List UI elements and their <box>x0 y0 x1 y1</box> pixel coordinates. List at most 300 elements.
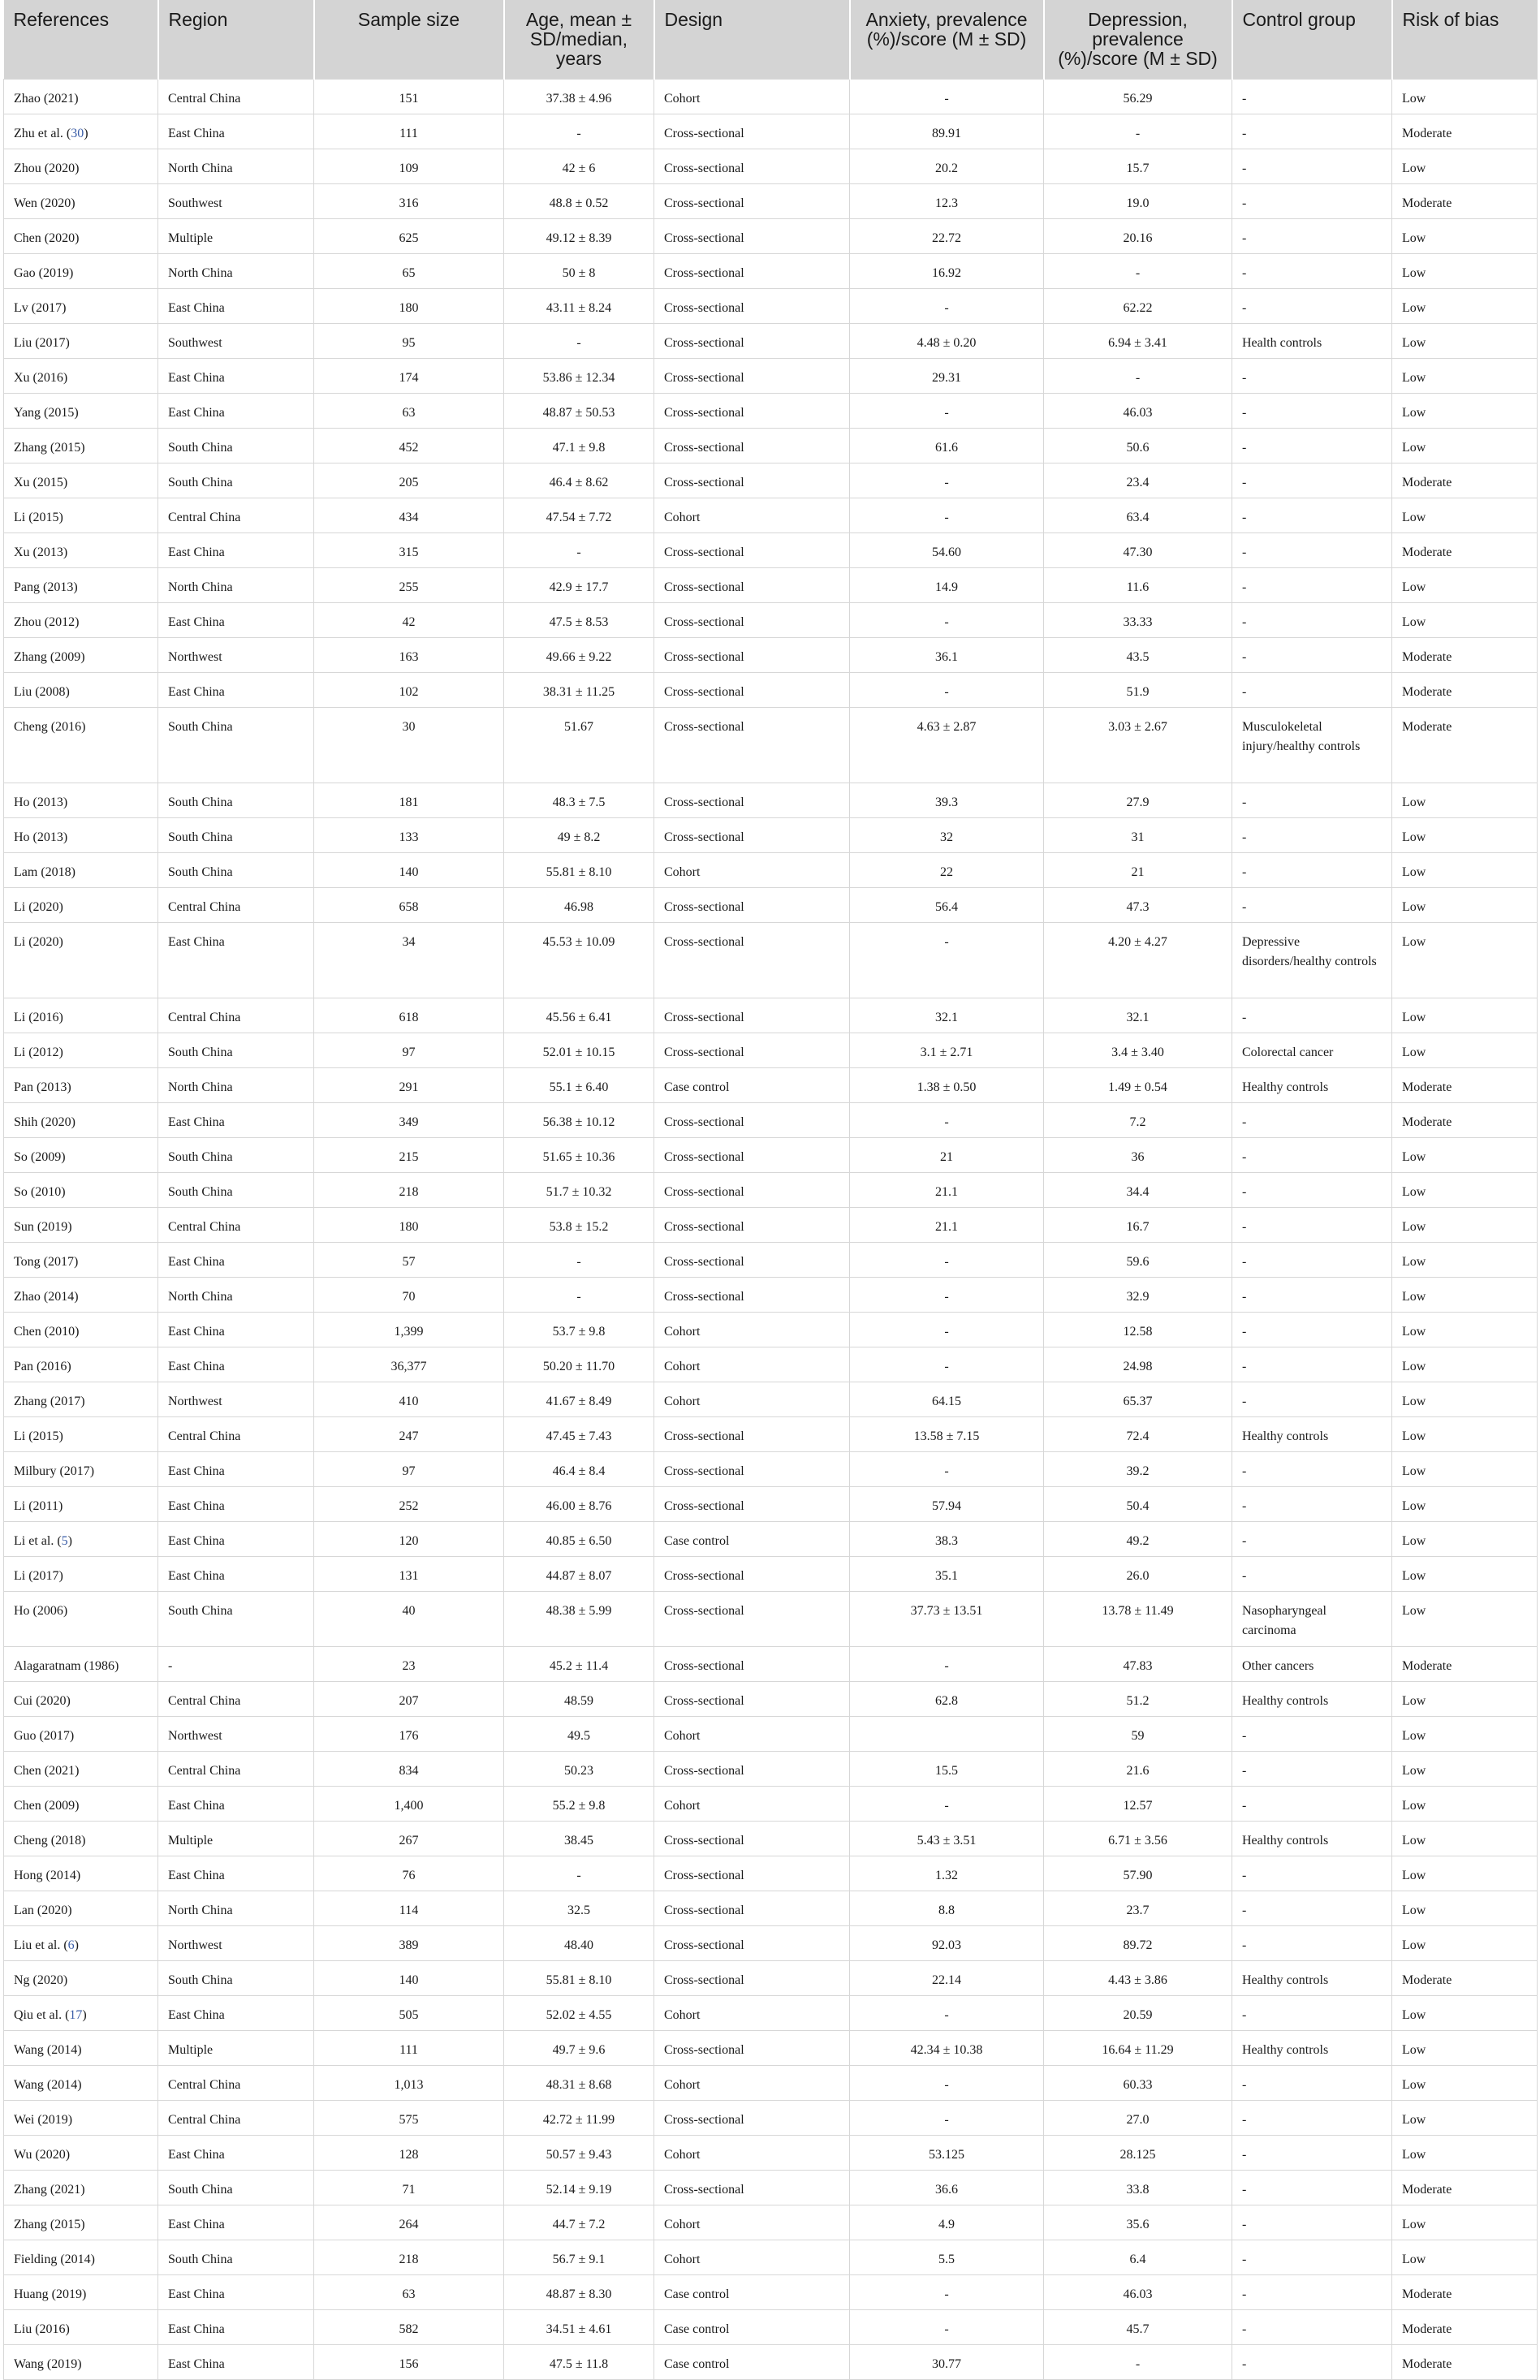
cell-age: - <box>504 323 654 358</box>
cell-age: 48.31 ± 8.68 <box>504 2065 654 2100</box>
reference-label: Pan (2016) <box>14 1359 71 1373</box>
cell-control-group: - <box>1232 183 1392 218</box>
cell-risk-of-bias: Low <box>1392 998 1538 1033</box>
cell-region: Central China <box>158 2100 314 2135</box>
cell-age: 52.02 ± 4.55 <box>504 1995 654 2030</box>
cell-age: 47.54 ± 7.72 <box>504 498 654 532</box>
cell-age: 42.9 ± 17.7 <box>504 567 654 602</box>
cell-region: East China <box>158 1347 314 1382</box>
cell-region: East China <box>158 114 314 149</box>
table-row <box>4 183 1538 218</box>
cell-region: South China <box>158 2170 314 2205</box>
cell-risk-of-bias: Low <box>1392 1591 1538 1646</box>
cell-age: 47.5 ± 11.8 <box>504 2344 654 2379</box>
cell-age: 41.67 ± 8.49 <box>504 1382 654 1416</box>
cell-depression: 43.5 <box>1044 637 1232 672</box>
cell-design: Cross-sectional <box>654 1646 850 1681</box>
cell-sample-size: 205 <box>314 463 504 498</box>
cell-control-group: - <box>1232 288 1392 323</box>
cell-control-group: - <box>1232 1312 1392 1347</box>
table-row <box>4 532 1538 567</box>
cell-reference <box>4 1716 158 1751</box>
cell-reference <box>4 253 158 288</box>
cell-design: Case control <box>654 1067 850 1102</box>
cell-control-group: - <box>1232 2205 1392 2240</box>
cell-sample-size: 40 <box>314 1591 504 1646</box>
cell-sample-size: 156 <box>314 2344 504 2379</box>
cell-age: 46.4 ± 8.62 <box>504 463 654 498</box>
cell-control-group: - <box>1232 1137 1392 1172</box>
header-age: Age, mean ± SD/median, years <box>504 0 654 79</box>
reference-link[interactable]: 5 <box>61 1533 68 1548</box>
table-row <box>4 288 1538 323</box>
reference-label: Chen (2009) <box>14 1798 80 1813</box>
cell-region: Central China <box>158 998 314 1033</box>
cell-reference <box>4 783 158 817</box>
cell-sample-size: 140 <box>314 1960 504 1995</box>
cell-anxiety: 57.94 <box>850 1486 1044 1521</box>
reference-label: Cheng (2016) <box>14 719 86 734</box>
cell-anxiety: - <box>850 1312 1044 1347</box>
cell-design: Cross-sectional <box>654 1172 850 1207</box>
cell-design: Cross-sectional <box>654 2100 850 2135</box>
cell-age: 48.38 ± 5.99 <box>504 1591 654 1646</box>
cell-age: 48.87 ± 50.53 <box>504 393 654 428</box>
cell-sample-size: 174 <box>314 358 504 393</box>
cell-design: Cross-sectional <box>654 532 850 567</box>
cell-anxiety: - <box>850 1995 1044 2030</box>
cell-depression: 19.0 <box>1044 183 1232 218</box>
reference-link[interactable]: 17 <box>69 2007 83 2022</box>
cell-depression: 33.33 <box>1044 602 1232 637</box>
cell-design: Cross-sectional <box>654 1751 850 1786</box>
cell-reference <box>4 1786 158 1821</box>
cell-anxiety: - <box>850 2309 1044 2344</box>
cell-depression: 27.9 <box>1044 783 1232 817</box>
cell-age: - <box>504 114 654 149</box>
cell-design: Cohort <box>654 1312 850 1347</box>
reference-label: Pang (2013) <box>14 580 78 594</box>
cell-age: 48.59 <box>504 1681 654 1716</box>
table-row <box>4 2309 1538 2344</box>
cell-depression: 47.3 <box>1044 887 1232 922</box>
table-row <box>4 2100 1538 2135</box>
cell-design: Cross-sectional <box>654 1033 850 1067</box>
cell-depression: 16.64 ± 11.29 <box>1044 2030 1232 2065</box>
cell-control-group: - <box>1232 1347 1392 1382</box>
cell-control-group: - <box>1232 2065 1392 2100</box>
cell-anxiety: 12.3 <box>850 183 1044 218</box>
reference-label: Tong (2017) <box>14 1254 79 1269</box>
reference-label: Zhu et al. <box>14 126 63 140</box>
cell-reference <box>4 1591 158 1646</box>
cell-sample-size: 264 <box>314 2205 504 2240</box>
cell-risk-of-bias: Moderate <box>1392 1102 1538 1137</box>
cell-control-group: Nasopharyngeal carcinoma <box>1232 1591 1392 1646</box>
cell-depression: 65.37 <box>1044 1382 1232 1416</box>
cell-age: 45.2 ± 11.4 <box>504 1646 654 1681</box>
cell-design: Cross-sectional <box>654 1277 850 1312</box>
cell-sample-size: 102 <box>314 672 504 707</box>
cell-sample-size: 1,013 <box>314 2065 504 2100</box>
cell-design: Cohort <box>654 1786 850 1821</box>
cell-reference <box>4 2065 158 2100</box>
cell-design: Cross-sectional <box>654 637 850 672</box>
cell-region: East China <box>158 1786 314 1821</box>
cell-reference <box>4 1646 158 1681</box>
reference-label: Chen (2020) <box>14 231 80 245</box>
table-row <box>4 1312 1538 1347</box>
reference-label: Alagaratnam (1986) <box>14 1658 119 1673</box>
table-row <box>4 1925 1538 1960</box>
cell-reference <box>4 1172 158 1207</box>
cell-depression: 23.4 <box>1044 463 1232 498</box>
cell-depression: 50.4 <box>1044 1486 1232 1521</box>
cell-depression: 72.4 <box>1044 1416 1232 1451</box>
cell-age: 38.45 <box>504 1821 654 1856</box>
cell-depression: 89.72 <box>1044 1925 1232 1960</box>
cell-region: Central China <box>158 1681 314 1716</box>
table-row <box>4 1242 1538 1277</box>
cell-anxiety: - <box>850 393 1044 428</box>
table-row <box>4 2135 1538 2170</box>
cell-design: Cross-sectional <box>654 1137 850 1172</box>
table-row <box>4 1856 1538 1891</box>
reference-label: Liu (2017) <box>14 335 70 350</box>
table-row <box>4 707 1538 783</box>
reference-label: Zhou (2020) <box>14 161 80 175</box>
cell-age: 55.81 ± 8.10 <box>504 1960 654 1995</box>
reference-label: Ho (2006) <box>14 1603 68 1618</box>
table-row <box>4 1751 1538 1786</box>
cell-region: Central China <box>158 2065 314 2100</box>
cell-sample-size: 267 <box>314 1821 504 1856</box>
cell-risk-of-bias: Low <box>1392 1681 1538 1716</box>
cell-age: 55.2 ± 9.8 <box>504 1786 654 1821</box>
cell-sample-size: 316 <box>314 183 504 218</box>
cell-region: South China <box>158 463 314 498</box>
reference-link[interactable]: 30 <box>71 126 84 140</box>
reference-label: Cheng (2018) <box>14 1833 86 1848</box>
cell-depression: 60.33 <box>1044 2065 1232 2100</box>
cell-reference <box>4 1556 158 1591</box>
reference-label: Ho (2013) <box>14 830 68 844</box>
cell-control-group: - <box>1232 1856 1392 1891</box>
cell-design: Cross-sectional <box>654 783 850 817</box>
cell-reference <box>4 1451 158 1486</box>
cell-reference <box>4 1856 158 1891</box>
cell-design: Cross-sectional <box>654 1416 850 1451</box>
cell-control-group: Other cancers <box>1232 1646 1392 1681</box>
cell-region: Multiple <box>158 1821 314 1856</box>
cell-region: - <box>158 1646 314 1681</box>
table-row <box>4 637 1538 672</box>
cell-anxiety: - <box>850 2100 1044 2135</box>
cell-design: Cross-sectional <box>654 1925 850 1960</box>
table-row <box>4 783 1538 817</box>
table-row <box>4 1172 1538 1207</box>
cell-anxiety: 39.3 <box>850 783 1044 817</box>
cell-depression: 57.90 <box>1044 1856 1232 1891</box>
cell-region: Northwest <box>158 1716 314 1751</box>
cell-region: North China <box>158 1277 314 1312</box>
cell-depression: 21 <box>1044 852 1232 887</box>
cell-design: Cross-sectional <box>654 567 850 602</box>
cell-anxiety: 21.1 <box>850 1172 1044 1207</box>
cell-region: Central China <box>158 1416 314 1451</box>
cell-age: 49.5 <box>504 1716 654 1751</box>
cell-anxiety: - <box>850 1102 1044 1137</box>
cell-anxiety: 5.43 ± 3.51 <box>850 1821 1044 1856</box>
table-row <box>4 1891 1538 1925</box>
table-row <box>4 2065 1538 2100</box>
cell-reference <box>4 1207 158 1242</box>
reference-label: Zhou (2012) <box>14 614 80 629</box>
cell-design: Cross-sectional <box>654 1242 850 1277</box>
cell-risk-of-bias: Low <box>1392 1033 1538 1067</box>
cell-age: 48.8 ± 0.52 <box>504 183 654 218</box>
cell-sample-size: 133 <box>314 817 504 852</box>
cell-design: Cohort <box>654 1347 850 1382</box>
cell-risk-of-bias: Low <box>1392 1995 1538 2030</box>
cell-anxiety: - <box>850 1277 1044 1312</box>
cell-control-group: - <box>1232 1451 1392 1486</box>
cell-anxiety: - <box>850 1646 1044 1681</box>
cell-risk-of-bias: Low <box>1392 2205 1538 2240</box>
cell-design: Cohort <box>654 2205 850 2240</box>
cell-age: 40.85 ± 6.50 <box>504 1521 654 1556</box>
reference-label: Liu (2016) <box>14 2322 70 2336</box>
cell-sample-size: 180 <box>314 1207 504 1242</box>
cell-age: 52.01 ± 10.15 <box>504 1033 654 1067</box>
cell-design: Cross-sectional <box>654 218 850 253</box>
cell-control-group: - <box>1232 1786 1392 1821</box>
cell-reference <box>4 817 158 852</box>
cell-risk-of-bias: Low <box>1392 1925 1538 1960</box>
cell-risk-of-bias: Low <box>1392 1751 1538 1786</box>
cell-sample-size: 434 <box>314 498 504 532</box>
cell-anxiety: - <box>850 2065 1044 2100</box>
reference-label: Yang (2015) <box>14 405 79 420</box>
cell-control-group: - <box>1232 1242 1392 1277</box>
cell-design: Cohort <box>654 498 850 532</box>
cell-depression: 21.6 <box>1044 1751 1232 1786</box>
cell-control-group: Health controls <box>1232 323 1392 358</box>
cell-risk-of-bias: Low <box>1392 393 1538 428</box>
table-row <box>4 114 1538 149</box>
cell-region: North China <box>158 1891 314 1925</box>
cell-anxiety: 3.1 ± 2.71 <box>850 1033 1044 1067</box>
cell-depression: 59 <box>1044 1716 1232 1751</box>
cell-control-group: - <box>1232 428 1392 463</box>
cell-region: East China <box>158 1451 314 1486</box>
cell-reference <box>4 852 158 887</box>
cell-design: Cross-sectional <box>654 428 850 463</box>
cell-control-group: - <box>1232 1207 1392 1242</box>
cell-reference <box>4 1102 158 1137</box>
cell-sample-size: 57 <box>314 1242 504 1277</box>
reference-label: Lv (2017) <box>14 300 67 315</box>
cell-control-group: - <box>1232 1995 1392 2030</box>
reference-label: Xu (2016) <box>14 370 68 385</box>
cell-control-group: - <box>1232 2170 1392 2205</box>
cell-risk-of-bias: Low <box>1392 1382 1538 1416</box>
cell-sample-size: 163 <box>314 637 504 672</box>
cell-anxiety <box>850 1716 1044 1751</box>
cell-control-group: - <box>1232 817 1392 852</box>
cell-control-group: Healthy controls <box>1232 2030 1392 2065</box>
cell-region: North China <box>158 567 314 602</box>
reference-label: Huang (2019) <box>14 2287 87 2301</box>
cell-region: East China <box>158 2309 314 2344</box>
cell-region: South China <box>158 852 314 887</box>
cell-reference <box>4 637 158 672</box>
cell-design: Cross-sectional <box>654 288 850 323</box>
cell-depression: 63.4 <box>1044 498 1232 532</box>
cell-risk-of-bias: Low <box>1392 567 1538 602</box>
cell-reference <box>4 672 158 707</box>
cell-anxiety: 22 <box>850 852 1044 887</box>
cell-control-group: - <box>1232 1382 1392 1416</box>
cell-design: Cohort <box>654 2065 850 2100</box>
cell-risk-of-bias: Moderate <box>1392 114 1538 149</box>
cell-age: - <box>504 532 654 567</box>
cell-depression: 49.2 <box>1044 1521 1232 1556</box>
cell-control-group: - <box>1232 672 1392 707</box>
cell-control-group: - <box>1232 2309 1392 2344</box>
reference-label: Li et al. <box>14 1533 54 1548</box>
reference-label: Lan (2020) <box>14 1903 72 1917</box>
cell-region: Northwest <box>158 637 314 672</box>
cell-design: Case control <box>654 2344 850 2379</box>
table-row <box>4 1347 1538 1382</box>
cell-reference <box>4 79 158 114</box>
cell-control-group: Colorectal cancer <box>1232 1033 1392 1067</box>
cell-reference <box>4 1242 158 1277</box>
cell-region: South China <box>158 1960 314 1995</box>
cell-risk-of-bias: Low <box>1392 1856 1538 1891</box>
cell-reference <box>4 1891 158 1925</box>
cell-anxiety: 4.48 ± 0.20 <box>850 323 1044 358</box>
cell-region: East China <box>158 1556 314 1591</box>
cell-reference <box>4 998 158 1033</box>
cell-control-group: - <box>1232 1556 1392 1591</box>
cell-risk-of-bias: Low <box>1392 2135 1538 2170</box>
cell-sample-size: 207 <box>314 1681 504 1716</box>
table-row <box>4 1033 1538 1067</box>
cell-age: 44.87 ± 8.07 <box>504 1556 654 1591</box>
cell-depression: 46.03 <box>1044 2274 1232 2309</box>
cell-design: Cohort <box>654 2240 850 2274</box>
cell-risk-of-bias: Moderate <box>1392 1646 1538 1681</box>
cell-sample-size: 218 <box>314 1172 504 1207</box>
cell-sample-size: 65 <box>314 253 504 288</box>
reference-label: Wen (2020) <box>14 196 75 210</box>
cell-control-group: - <box>1232 1521 1392 1556</box>
cell-sample-size: 95 <box>314 323 504 358</box>
cell-design: Cross-sectional <box>654 998 850 1033</box>
cell-reference <box>4 1277 158 1312</box>
cell-depression: 4.20 ± 4.27 <box>1044 922 1232 998</box>
cell-risk-of-bias: Moderate <box>1392 2170 1538 2205</box>
cell-age: 56.7 ± 9.1 <box>504 2240 654 2274</box>
cell-risk-of-bias: Moderate <box>1392 183 1538 218</box>
cell-reference <box>4 2100 158 2135</box>
cell-age: 55.81 ± 8.10 <box>504 852 654 887</box>
cell-reference <box>4 1416 158 1451</box>
cell-control-group: Healthy controls <box>1232 1960 1392 1995</box>
reference-label: Li (2020) <box>14 934 63 949</box>
cell-reference <box>4 1960 158 1995</box>
cell-reference <box>4 707 158 783</box>
table-row <box>4 218 1538 253</box>
cell-depression: 51.9 <box>1044 672 1232 707</box>
cell-risk-of-bias: Low <box>1392 783 1538 817</box>
cell-age: 55.1 ± 6.40 <box>504 1067 654 1102</box>
cell-age: 47.1 ± 9.8 <box>504 428 654 463</box>
cell-reference <box>4 567 158 602</box>
reference-link[interactable]: 6 <box>67 1938 75 1952</box>
reference-label: Qiu et al. <box>14 2007 63 2022</box>
cell-depression: 32.1 <box>1044 998 1232 1033</box>
cell-anxiety: 36.1 <box>850 637 1044 672</box>
cell-age: 42 ± 6 <box>504 149 654 183</box>
cell-control-group: Healthy controls <box>1232 1821 1392 1856</box>
cell-design: Cohort <box>654 852 850 887</box>
cell-region: East China <box>158 1521 314 1556</box>
table-row <box>4 1716 1538 1751</box>
cell-depression: 13.78 ± 11.49 <box>1044 1591 1232 1646</box>
cell-age: 47.45 ± 7.43 <box>504 1416 654 1451</box>
cell-age: 43.11 ± 8.24 <box>504 288 654 323</box>
cell-age: 52.14 ± 9.19 <box>504 2170 654 2205</box>
cell-anxiety: 64.15 <box>850 1382 1044 1416</box>
cell-age: 45.56 ± 6.41 <box>504 998 654 1033</box>
table-row <box>4 1102 1538 1137</box>
cell-depression: 3.03 ± 2.67 <box>1044 707 1232 783</box>
cell-reference <box>4 1067 158 1102</box>
cell-risk-of-bias: Low <box>1392 2240 1538 2274</box>
cell-design: Cross-sectional <box>654 707 850 783</box>
reference-label: Wang (2019) <box>14 2356 82 2371</box>
reference-label: Zhang (2015) <box>14 2217 85 2231</box>
reference-label: Cui (2020) <box>14 1693 71 1708</box>
cell-reference <box>4 922 158 998</box>
cell-anxiety: 32.1 <box>850 998 1044 1033</box>
cell-risk-of-bias: Moderate <box>1392 1067 1538 1102</box>
cell-sample-size: 63 <box>314 2274 504 2309</box>
cell-control-group: - <box>1232 218 1392 253</box>
cell-risk-of-bias: Low <box>1392 922 1538 998</box>
cell-depression: 34.4 <box>1044 1172 1232 1207</box>
reference-label: Wang (2014) <box>14 2077 82 2092</box>
cell-region: North China <box>158 1067 314 1102</box>
cell-depression: 16.7 <box>1044 1207 1232 1242</box>
cell-anxiety: 37.73 ± 13.51 <box>850 1591 1044 1646</box>
cell-depression: 24.98 <box>1044 1347 1232 1382</box>
cell-anxiety: 15.5 <box>850 1751 1044 1786</box>
cell-age: - <box>504 1242 654 1277</box>
cell-risk-of-bias: Low <box>1392 1716 1538 1751</box>
cell-risk-of-bias: Moderate <box>1392 532 1538 567</box>
cell-anxiety: 53.125 <box>850 2135 1044 2170</box>
cell-age: 53.86 ± 12.34 <box>504 358 654 393</box>
table-row <box>4 79 1538 114</box>
cell-control-group: - <box>1232 1716 1392 1751</box>
reference-label: Zhang (2021) <box>14 2182 85 2197</box>
cell-depression: 62.22 <box>1044 288 1232 323</box>
cell-depression: 6.71 ± 3.56 <box>1044 1821 1232 1856</box>
